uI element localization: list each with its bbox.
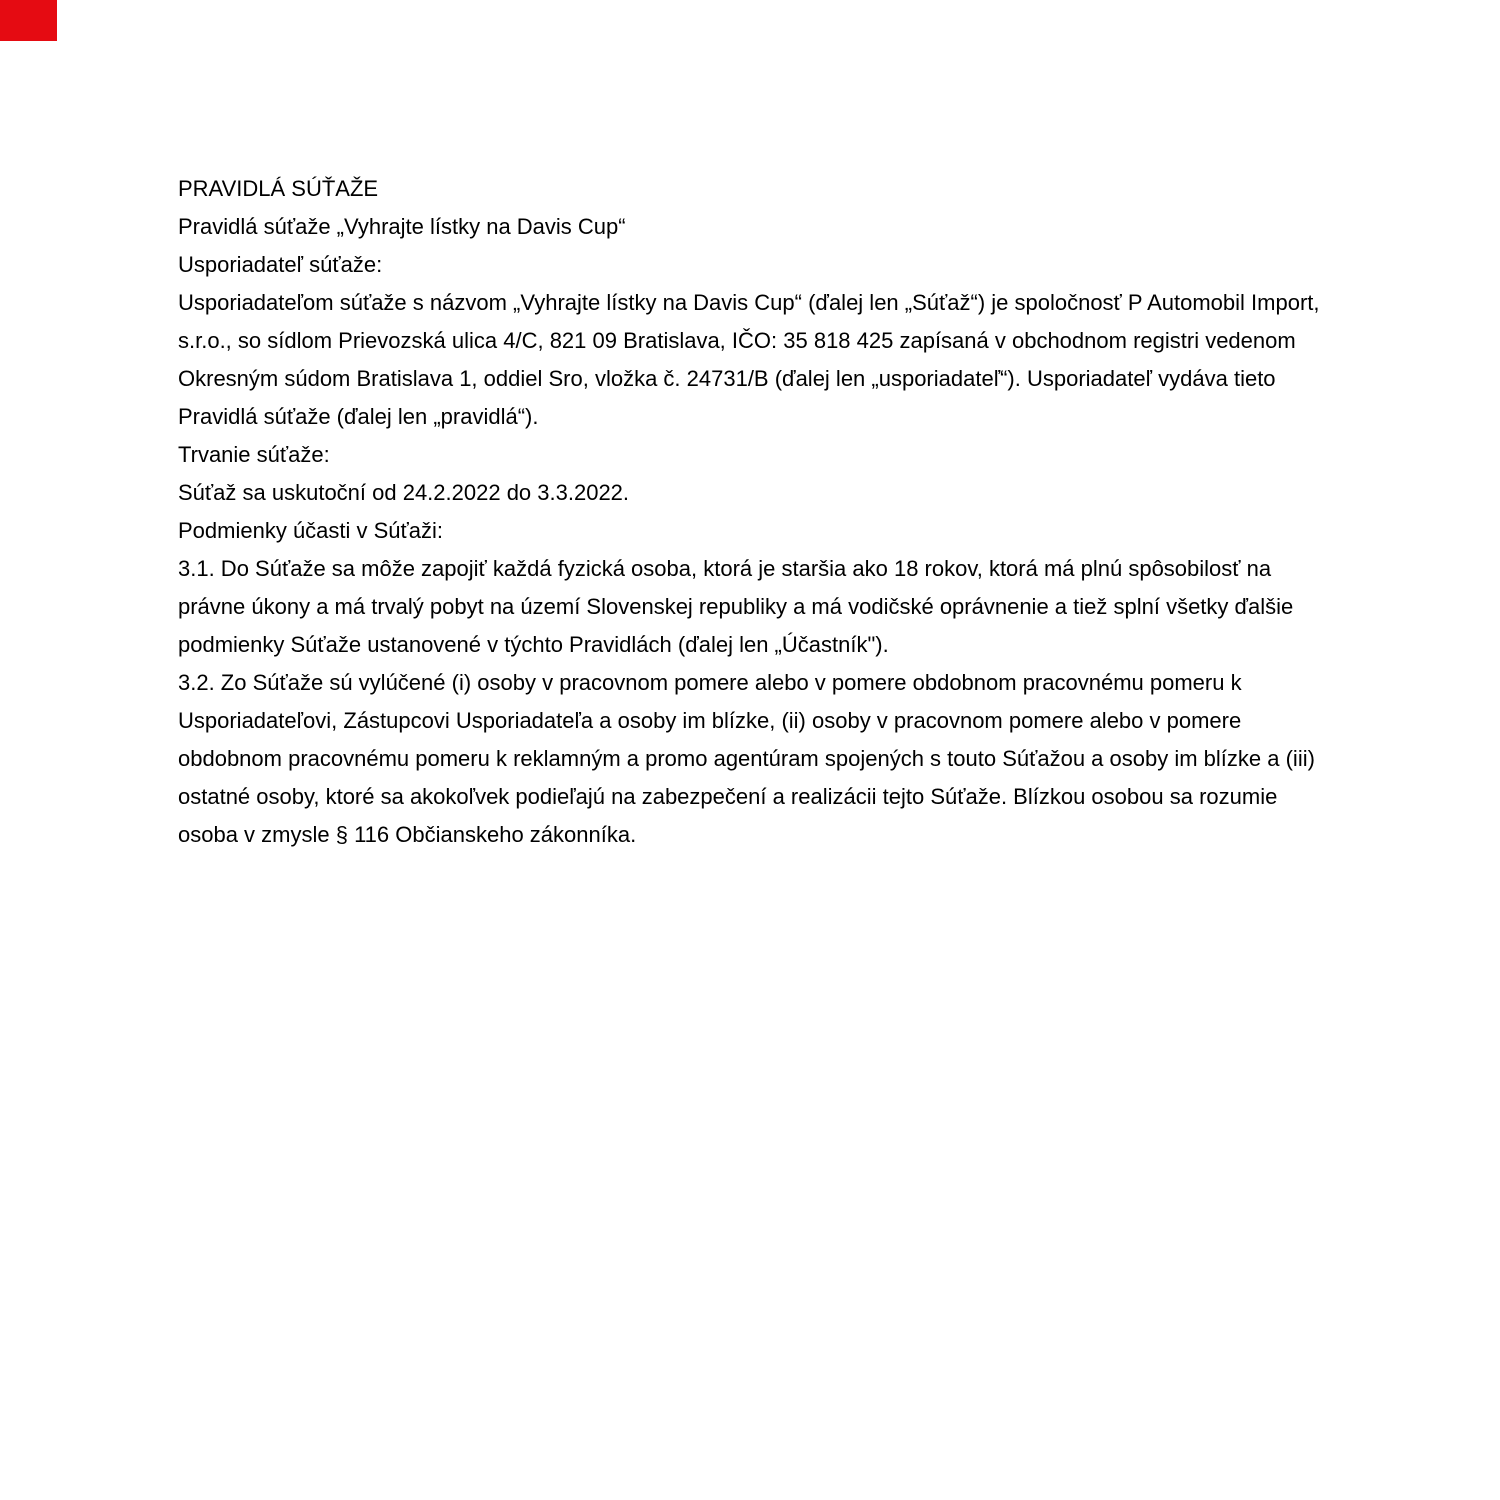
organizer-paragraph: Usporiadateľom súťaže s názvom „Vyhrajte lístky na Davis Cup“ (ďalej len „Súťaž“) je spoločnosť P Automobil Import, s.r.o., so sídlom Prievozská ulica 4/C, 821 09 Bratislava, IČO: 35 818 425 zapísaná v obchodnom registri vedenom Okresným súdom Bratislava 1, oddiel Sro, vložka č. 24731/B (ďalej len „usporiadateľ“). Usporiadateľ vydáva tieto Pravidlá súťaže (ďalej len „pravidlá“).	[178, 290, 1320, 429]
document-content	[178, 170, 1333, 854]
intro-line: Pravidlá súťaže „Vyhrajte lístky na Davis Cup“	[178, 214, 626, 239]
document-title: PRAVIDLÁ SÚŤAŽE	[178, 176, 379, 201]
clause-3-2: 3.2. Zo Súťaže sú vylúčené (i) osoby v pracovnom pomere alebo v pomere obdobnom pracovnému pomeru k Usporiadateľovi, Zástupcovi Usporiadateľa a osoby im blízke, (ii) osoby v pracovnom pomere alebo v pomere obdobnom pracovnému pomeru k reklamným a promo agentúram spojených s touto Súťažou a osoby im blízke a (iii) ostatné osoby, ktoré sa akokoľvek podieľajú na zabezpečení a realizácii tejto Súťaže. Blízkou osobou sa rozumie osoba v zmysle § 116 Občianskeho zákonníka.	[178, 670, 1315, 847]
duration-heading: Trvanie súťaže:	[178, 442, 330, 467]
red-corner-marker	[0, 0, 57, 41]
conditions-heading: Podmienky účasti v Súťaži:	[178, 518, 444, 543]
duration-line: Súťaž sa uskutoční od 24.2.2022 do 3.3.2022.	[178, 480, 630, 505]
clause-3-1: 3.1. Do Súťaže sa môže zapojiť každá fyzická osoba, ktorá je staršia ako 18 rokov, ktorá má plnú spôsobilosť na právne úkony a má trvalý pobyt na území Slovenskej republiky a má vodičské oprávnenie a tiež splní všetky ďalšie podmienky Súťaže ustanovené v týchto Pravidlách (ďalej len „Účastník").	[178, 556, 1294, 657]
organizer-heading: Usporiadateľ súťaže:	[178, 252, 383, 277]
